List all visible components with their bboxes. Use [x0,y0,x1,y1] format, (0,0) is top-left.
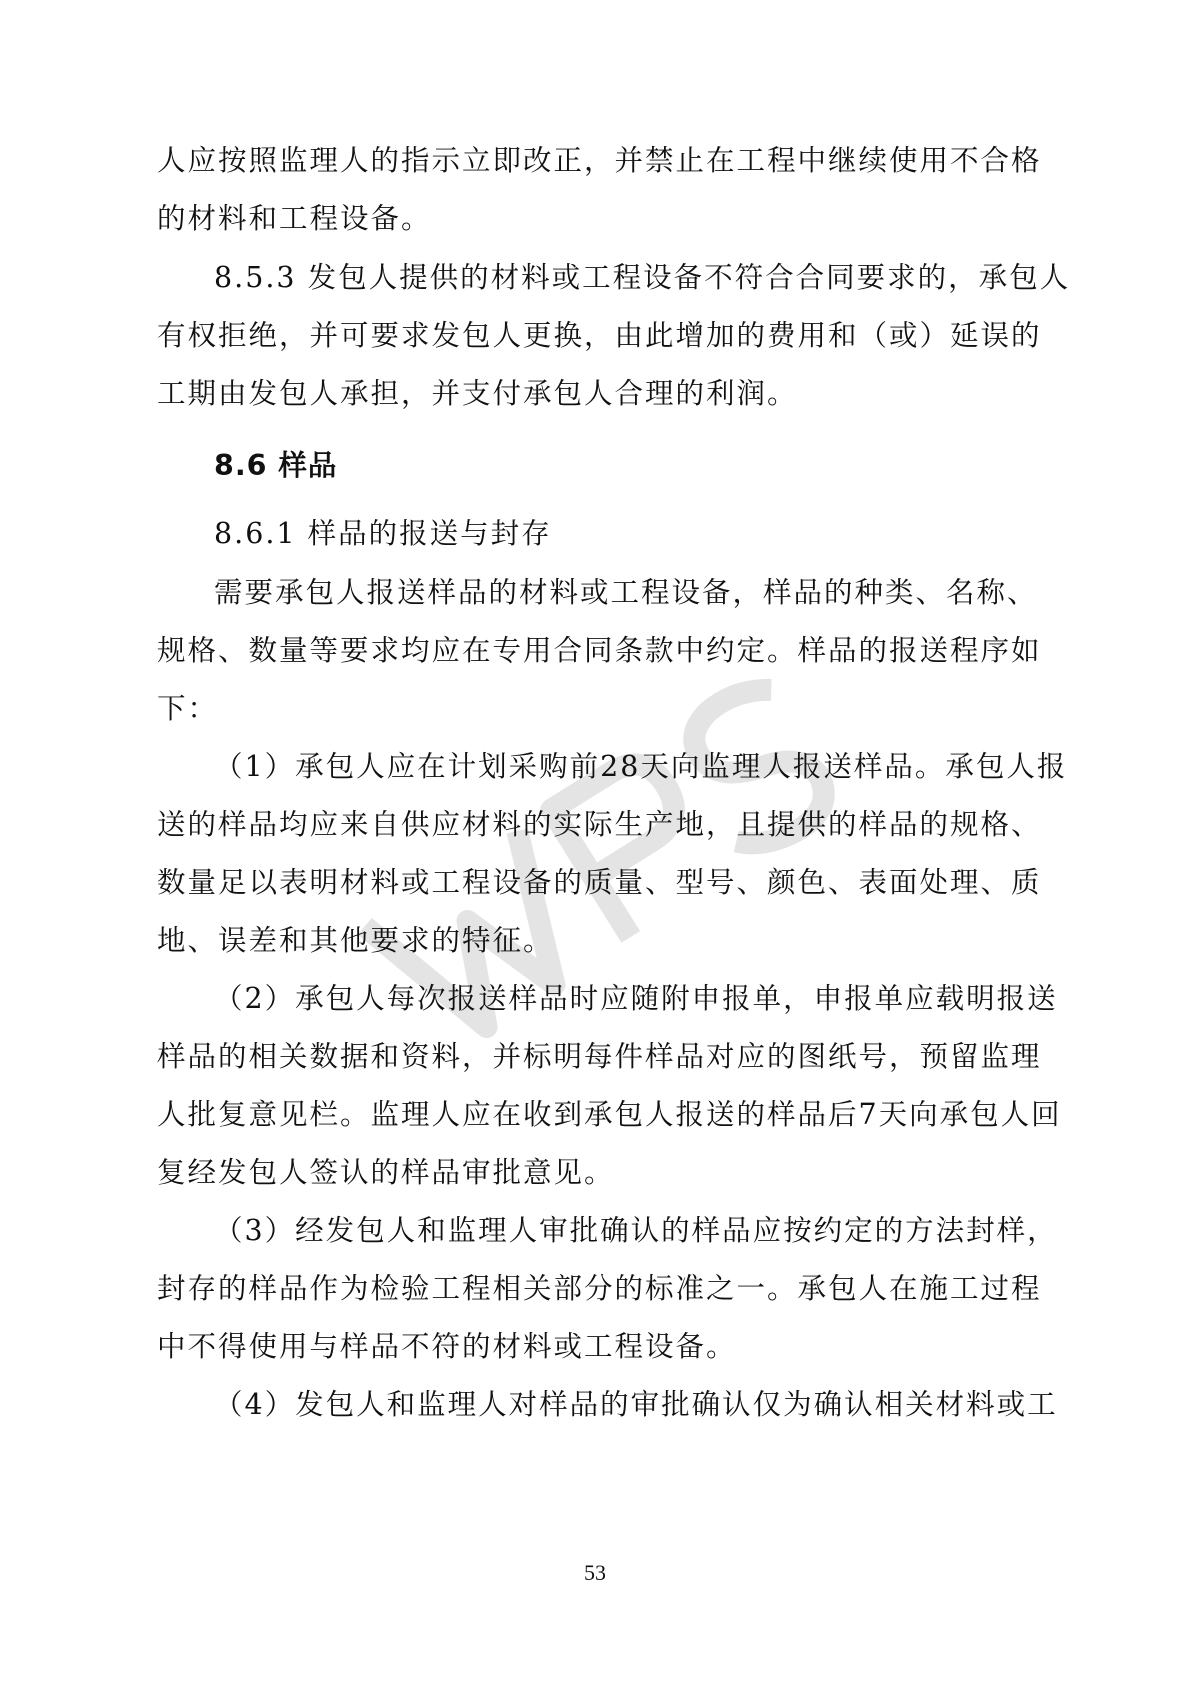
list-item-1-line: （1）承包人应在计划采购前28天向监理人报送样品。承包人报 [214,750,1068,783]
body-line: 数量足以表明材料或工程设备的质量、型号、颜色、表面处理、质 [157,866,1042,899]
body-line: 需要承包人报送样品的材料或工程设备，样品的种类、名称、 [214,576,1038,609]
list-item-2-line: （2）承包人每次报送样品时应随附申报单，申报单应载明报送 [214,982,1058,1015]
clause-8-5-3-line: 8.5.3 发包人提供的材料或工程设备不符合合同要求的，承包人 [214,261,1071,294]
body-line: 人批复意见栏。监理人应在收到承包人报送的样品后7天向承包人回 [157,1098,1062,1131]
page-number: 53 [584,1560,606,1585]
section-heading-8-6: 8.6 样品 [214,449,338,482]
body-line: 地、误差和其他要求的特征。 [157,924,554,957]
body-line: 中不得使用与样品不符的材料或工程设备。 [157,1330,737,1363]
body-line: 人应按照监理人的指示立即改正，并禁止在工程中继续使用不合格 [157,144,1042,177]
body-line: 复经发包人签认的样品审批意见。 [157,1156,615,1189]
subsection-heading-8-6-1: 8.6.1 样品的报送与封存 [214,517,552,550]
body-line: 送的样品均应来自供应材料的实际生产地，且提供的样品的规格、 [157,808,1042,841]
list-item-4-line: （4）发包人和监理人对样品的审批确认仅为确认相关材料或工 [214,1388,1058,1421]
body-line: 工期由发包人承担，并支付承包人合理的利润。 [157,377,798,410]
body-line: 下： [157,692,219,725]
body-line: 样品的相关数据和资料，并标明每件样品对应的图纸号，预留监理 [157,1040,1042,1073]
body-line: 规格、数量等要求均应在专用合同条款中约定。样品的报送程序如 [157,634,1042,667]
body-line: 有权拒绝，并可要求发包人更换，由此增加的费用和（或）延误的 [157,319,1042,352]
body-line: 的材料和工程设备。 [157,202,432,235]
list-item-3-line: （3）经发包人和监理人审批确认的样品应按约定的方法封样， [214,1214,1058,1247]
body-line: 封存的样品作为检验工程相关部分的标准之一。承包人在施工过程 [157,1272,1042,1305]
